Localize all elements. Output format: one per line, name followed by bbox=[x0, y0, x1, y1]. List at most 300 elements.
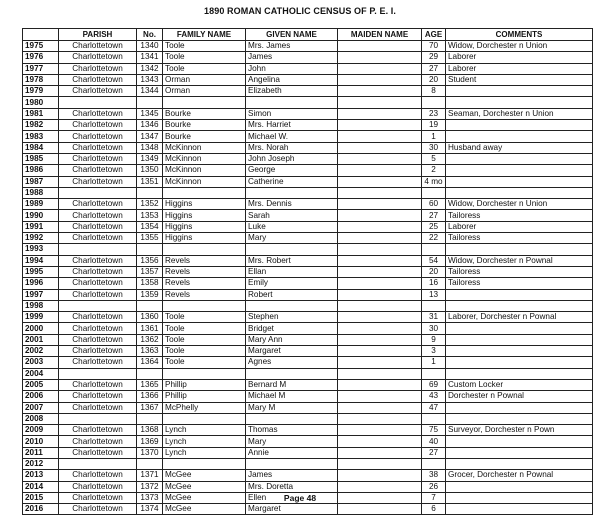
cell-given-name: John Joseph bbox=[246, 153, 338, 164]
cell-comments bbox=[446, 323, 593, 334]
table-row bbox=[23, 402, 593, 413]
cell-comments: Husband away bbox=[446, 142, 593, 153]
table-row bbox=[23, 210, 593, 221]
cell-row-number: 1993 bbox=[23, 244, 59, 255]
cell-row-number: 2007 bbox=[23, 402, 59, 413]
cell-age bbox=[422, 458, 446, 469]
cell-record-no: 1344 bbox=[137, 86, 163, 97]
cell-comments: Surveyor, Dorchester n Pown bbox=[446, 425, 593, 436]
cell-row-number: 1996 bbox=[23, 278, 59, 289]
cell-row-number: 2013 bbox=[23, 470, 59, 481]
cell-parish: Charlottetown bbox=[59, 165, 137, 176]
cell-parish: Charlottetown bbox=[59, 504, 137, 515]
cell-maiden-name bbox=[338, 458, 422, 469]
cell-parish: Charlottetown bbox=[59, 447, 137, 458]
cell-family-name: Bourke bbox=[163, 108, 246, 119]
page-title: 1890 ROMAN CATHOLIC CENSUS OF P. E. I. bbox=[204, 6, 396, 16]
cell-row-number: 1999 bbox=[23, 312, 59, 323]
cell-parish: Charlottetown bbox=[59, 221, 137, 232]
table-row bbox=[23, 346, 593, 357]
cell-comments bbox=[446, 481, 593, 492]
table-row bbox=[23, 153, 593, 164]
cell-given-name bbox=[246, 187, 338, 198]
cell-age bbox=[422, 368, 446, 379]
cell-record-no: 1356 bbox=[137, 255, 163, 266]
cell-age: 4 mo bbox=[422, 176, 446, 187]
cell-comments bbox=[446, 131, 593, 142]
cell-age: 27 bbox=[422, 447, 446, 458]
cell-comments bbox=[446, 165, 593, 176]
cell-age bbox=[422, 244, 446, 255]
cell-age: 70 bbox=[422, 41, 446, 52]
cell-row-number: 1981 bbox=[23, 108, 59, 119]
cell-comments: Student bbox=[446, 74, 593, 85]
table-row bbox=[23, 447, 593, 458]
cell-row-number: 1977 bbox=[23, 63, 59, 74]
cell-given-name bbox=[246, 368, 338, 379]
cell-row-number: 2009 bbox=[23, 425, 59, 436]
header-age: AGE bbox=[422, 29, 446, 41]
cell-given-name: Bridget bbox=[246, 323, 338, 334]
cell-maiden-name bbox=[338, 52, 422, 63]
cell-comments bbox=[446, 86, 593, 97]
cell-record-no: 1369 bbox=[137, 436, 163, 447]
cell-age: 23 bbox=[422, 108, 446, 119]
cell-record-no: 1350 bbox=[137, 165, 163, 176]
cell-age bbox=[422, 97, 446, 108]
cell-given-name bbox=[246, 97, 338, 108]
cell-age: 2 bbox=[422, 165, 446, 176]
header-no: No. bbox=[137, 29, 163, 41]
cell-row-number: 1988 bbox=[23, 187, 59, 198]
cell-maiden-name bbox=[338, 470, 422, 481]
cell-family-name: McPhelly bbox=[163, 402, 246, 413]
cell-family-name: McGee bbox=[163, 470, 246, 481]
cell-family-name: Toole bbox=[163, 41, 246, 52]
cell-age: 6 bbox=[422, 504, 446, 515]
cell-record-no: 1370 bbox=[137, 447, 163, 458]
cell-given-name: Ellan bbox=[246, 266, 338, 277]
cell-family-name bbox=[163, 458, 246, 469]
cell-row-number: 1984 bbox=[23, 142, 59, 153]
cell-age: 1 bbox=[422, 357, 446, 368]
cell-maiden-name bbox=[338, 379, 422, 390]
cell-age: 13 bbox=[422, 289, 446, 300]
cell-comments: Seaman, Dorchester n Union bbox=[446, 108, 593, 119]
cell-record-no bbox=[137, 187, 163, 198]
cell-parish: Charlottetown bbox=[59, 142, 137, 153]
cell-record-no: 1354 bbox=[137, 221, 163, 232]
cell-row-number: 2011 bbox=[23, 447, 59, 458]
cell-given-name: Robert bbox=[246, 289, 338, 300]
table-row bbox=[23, 458, 593, 469]
cell-parish: Charlottetown bbox=[59, 312, 137, 323]
table-row bbox=[23, 176, 593, 187]
table-row bbox=[23, 312, 593, 323]
cell-record-no: 1346 bbox=[137, 120, 163, 131]
cell-record-no: 1340 bbox=[137, 41, 163, 52]
cell-row-number: 1983 bbox=[23, 131, 59, 142]
cell-parish: Charlottetown bbox=[59, 278, 137, 289]
table-row bbox=[23, 142, 593, 153]
cell-age: 27 bbox=[422, 210, 446, 221]
cell-age bbox=[422, 187, 446, 198]
cell-row-number: 1980 bbox=[23, 97, 59, 108]
cell-maiden-name bbox=[338, 176, 422, 187]
cell-given-name: Elizabeth bbox=[246, 86, 338, 97]
table-row bbox=[23, 368, 593, 379]
cell-given-name: Thomas bbox=[246, 425, 338, 436]
cell-parish: Charlottetown bbox=[59, 334, 137, 345]
cell-age: 3 bbox=[422, 346, 446, 357]
cell-row-number: 1994 bbox=[23, 255, 59, 266]
cell-row-number: 1998 bbox=[23, 300, 59, 311]
cell-row-number: 2003 bbox=[23, 357, 59, 368]
table-row bbox=[23, 187, 593, 198]
cell-given-name: Luke bbox=[246, 221, 338, 232]
cell-record-no: 1351 bbox=[137, 176, 163, 187]
cell-parish: Charlottetown bbox=[59, 425, 137, 436]
cell-maiden-name bbox=[338, 368, 422, 379]
table-row bbox=[23, 120, 593, 131]
cell-parish: Charlottetown bbox=[59, 346, 137, 357]
cell-given-name: Mrs. Harriet bbox=[246, 120, 338, 131]
cell-parish bbox=[59, 187, 137, 198]
cell-maiden-name bbox=[338, 357, 422, 368]
cell-row-number: 2016 bbox=[23, 504, 59, 515]
cell-age: 75 bbox=[422, 425, 446, 436]
cell-parish: Charlottetown bbox=[59, 470, 137, 481]
cell-record-no: 1341 bbox=[137, 52, 163, 63]
cell-maiden-name bbox=[338, 323, 422, 334]
cell-comments bbox=[446, 244, 593, 255]
cell-row-number: 1995 bbox=[23, 266, 59, 277]
header-family-name: FAMILY NAME bbox=[163, 29, 246, 41]
cell-comments bbox=[446, 334, 593, 345]
cell-family-name: McKinnon bbox=[163, 176, 246, 187]
cell-maiden-name bbox=[338, 504, 422, 515]
table-row bbox=[23, 481, 593, 492]
cell-record-no: 1342 bbox=[137, 63, 163, 74]
cell-row-number: 1991 bbox=[23, 221, 59, 232]
table-row bbox=[23, 255, 593, 266]
cell-given-name: Simon bbox=[246, 108, 338, 119]
cell-row-number: 1986 bbox=[23, 165, 59, 176]
cell-record-no: 1371 bbox=[137, 470, 163, 481]
cell-age: 54 bbox=[422, 255, 446, 266]
cell-row-number: 2015 bbox=[23, 492, 59, 503]
cell-record-no bbox=[137, 368, 163, 379]
cell-parish: Charlottetown bbox=[59, 233, 137, 244]
cell-given-name: Mrs. James bbox=[246, 41, 338, 52]
cell-given-name: Bernard M bbox=[246, 379, 338, 390]
cell-given-name bbox=[246, 458, 338, 469]
header-maiden-name: MAIDEN NAME bbox=[338, 29, 422, 41]
cell-family-name bbox=[163, 97, 246, 108]
cell-given-name: James bbox=[246, 52, 338, 63]
cell-family-name: Revels bbox=[163, 289, 246, 300]
cell-comments bbox=[446, 346, 593, 357]
table-row bbox=[23, 86, 593, 97]
cell-comments: Grocer, Dorchester n Pownal bbox=[446, 470, 593, 481]
cell-comments: Custom Locker bbox=[446, 379, 593, 390]
cell-row-number: 1975 bbox=[23, 41, 59, 52]
cell-row-number: 1985 bbox=[23, 153, 59, 164]
cell-comments: Widow, Dorchester n Union bbox=[446, 41, 593, 52]
cell-parish: Charlottetown bbox=[59, 86, 137, 97]
cell-maiden-name bbox=[338, 74, 422, 85]
cell-comments bbox=[446, 504, 593, 515]
cell-given-name: Mrs. Doretta bbox=[246, 481, 338, 492]
cell-record-no: 1343 bbox=[137, 74, 163, 85]
cell-maiden-name bbox=[338, 142, 422, 153]
cell-age: 30 bbox=[422, 142, 446, 153]
cell-record-no bbox=[137, 413, 163, 424]
cell-maiden-name bbox=[338, 346, 422, 357]
cell-comments bbox=[446, 402, 593, 413]
table-row bbox=[23, 244, 593, 255]
cell-family-name: McKinnon bbox=[163, 165, 246, 176]
cell-given-name: Michael W. bbox=[246, 131, 338, 142]
cell-comments: Tailoress bbox=[446, 266, 593, 277]
cell-record-no: 1367 bbox=[137, 402, 163, 413]
cell-parish: Charlottetown bbox=[59, 379, 137, 390]
cell-age: 9 bbox=[422, 334, 446, 345]
cell-maiden-name bbox=[338, 402, 422, 413]
cell-record-no: 1359 bbox=[137, 289, 163, 300]
cell-maiden-name bbox=[338, 244, 422, 255]
cell-parish: Charlottetown bbox=[59, 436, 137, 447]
cell-family-name: Higgins bbox=[163, 233, 246, 244]
cell-age: 5 bbox=[422, 153, 446, 164]
cell-row-number: 2012 bbox=[23, 458, 59, 469]
table-row bbox=[23, 413, 593, 424]
cell-row-number: 1979 bbox=[23, 86, 59, 97]
cell-age: 25 bbox=[422, 221, 446, 232]
cell-maiden-name bbox=[338, 97, 422, 108]
cell-parish bbox=[59, 300, 137, 311]
cell-family-name: Revels bbox=[163, 266, 246, 277]
cell-family-name bbox=[163, 187, 246, 198]
cell-parish bbox=[59, 458, 137, 469]
cell-given-name: Emily bbox=[246, 278, 338, 289]
cell-record-no: 1347 bbox=[137, 131, 163, 142]
cell-record-no: 1373 bbox=[137, 492, 163, 503]
cell-row-number: 2004 bbox=[23, 368, 59, 379]
cell-age: 60 bbox=[422, 199, 446, 210]
cell-parish: Charlottetown bbox=[59, 357, 137, 368]
cell-family-name: Higgins bbox=[163, 221, 246, 232]
cell-age: 7 bbox=[422, 492, 446, 503]
cell-age: 16 bbox=[422, 278, 446, 289]
cell-row-number: 1997 bbox=[23, 289, 59, 300]
cell-comments bbox=[446, 289, 593, 300]
cell-parish bbox=[59, 244, 137, 255]
table-row bbox=[23, 74, 593, 85]
cell-comments: Widow, Dorchester n Pownal bbox=[446, 255, 593, 266]
cell-maiden-name bbox=[338, 108, 422, 119]
cell-given-name: James bbox=[246, 470, 338, 481]
cell-record-no bbox=[137, 244, 163, 255]
cell-given-name: Mary bbox=[246, 436, 338, 447]
table-row bbox=[23, 504, 593, 515]
cell-row-number: 2001 bbox=[23, 334, 59, 345]
cell-row-number: 2006 bbox=[23, 391, 59, 402]
cell-maiden-name bbox=[338, 165, 422, 176]
cell-family-name bbox=[163, 300, 246, 311]
cell-family-name: Toole bbox=[163, 312, 246, 323]
cell-family-name: McGee bbox=[163, 504, 246, 515]
cell-maiden-name bbox=[338, 63, 422, 74]
cell-age bbox=[422, 300, 446, 311]
cell-parish: Charlottetown bbox=[59, 391, 137, 402]
cell-given-name: Stephen bbox=[246, 312, 338, 323]
table-row bbox=[23, 289, 593, 300]
cell-maiden-name bbox=[338, 300, 422, 311]
cell-maiden-name bbox=[338, 187, 422, 198]
cell-age: 30 bbox=[422, 323, 446, 334]
cell-maiden-name bbox=[338, 86, 422, 97]
cell-family-name: Lynch bbox=[163, 425, 246, 436]
cell-maiden-name bbox=[338, 481, 422, 492]
cell-family-name: Higgins bbox=[163, 210, 246, 221]
cell-comments: Tailoress bbox=[446, 278, 593, 289]
cell-comments: Dorchester n Pownal bbox=[446, 391, 593, 402]
cell-parish: Charlottetown bbox=[59, 108, 137, 119]
cell-family-name bbox=[163, 244, 246, 255]
cell-record-no bbox=[137, 458, 163, 469]
cell-record-no: 1360 bbox=[137, 312, 163, 323]
cell-parish: Charlottetown bbox=[59, 323, 137, 334]
cell-comments bbox=[446, 447, 593, 458]
cell-maiden-name bbox=[338, 153, 422, 164]
cell-comments bbox=[446, 176, 593, 187]
cell-record-no: 1372 bbox=[137, 481, 163, 492]
cell-maiden-name bbox=[338, 221, 422, 232]
cell-comments: Widow, Dorchester n Union bbox=[446, 199, 593, 210]
cell-parish: Charlottetown bbox=[59, 199, 137, 210]
cell-given-name bbox=[246, 244, 338, 255]
cell-parish: Charlottetown bbox=[59, 492, 137, 503]
cell-maiden-name bbox=[338, 312, 422, 323]
cell-record-no: 1353 bbox=[137, 210, 163, 221]
cell-maiden-name bbox=[338, 131, 422, 142]
cell-comments bbox=[446, 436, 593, 447]
cell-record-no: 1345 bbox=[137, 108, 163, 119]
cell-row-number: 2014 bbox=[23, 481, 59, 492]
cell-record-no: 1362 bbox=[137, 334, 163, 345]
cell-parish: Charlottetown bbox=[59, 131, 137, 142]
cell-record-no: 1348 bbox=[137, 142, 163, 153]
cell-age: 20 bbox=[422, 74, 446, 85]
cell-age: 31 bbox=[422, 312, 446, 323]
table-row bbox=[23, 97, 593, 108]
cell-record-no bbox=[137, 97, 163, 108]
cell-family-name: Orman bbox=[163, 74, 246, 85]
cell-parish bbox=[59, 413, 137, 424]
cell-parish: Charlottetown bbox=[59, 266, 137, 277]
cell-family-name: Toole bbox=[163, 63, 246, 74]
cell-row-number: 1990 bbox=[23, 210, 59, 221]
cell-maiden-name bbox=[338, 199, 422, 210]
cell-given-name: Mary Ann bbox=[246, 334, 338, 345]
cell-record-no: 1363 bbox=[137, 346, 163, 357]
cell-family-name: Lynch bbox=[163, 447, 246, 458]
cell-family-name: Higgins bbox=[163, 199, 246, 210]
cell-row-number: 1982 bbox=[23, 120, 59, 131]
cell-record-no: 1368 bbox=[137, 425, 163, 436]
cell-comments: Tailoress bbox=[446, 233, 593, 244]
cell-family-name: Toole bbox=[163, 346, 246, 357]
header-parish: PARISH bbox=[59, 29, 137, 41]
cell-row-number: 2008 bbox=[23, 413, 59, 424]
header-given-name: GIVEN NAME bbox=[246, 29, 338, 41]
table-row bbox=[23, 391, 593, 402]
table-row bbox=[23, 278, 593, 289]
cell-age: 20 bbox=[422, 266, 446, 277]
table-row bbox=[23, 323, 593, 334]
cell-maiden-name bbox=[338, 210, 422, 221]
cell-maiden-name bbox=[338, 266, 422, 277]
cell-parish: Charlottetown bbox=[59, 176, 137, 187]
cell-family-name: McKinnon bbox=[163, 142, 246, 153]
cell-given-name bbox=[246, 413, 338, 424]
cell-parish: Charlottetown bbox=[59, 153, 137, 164]
cell-family-name: Toole bbox=[163, 323, 246, 334]
cell-record-no bbox=[137, 300, 163, 311]
cell-parish: Charlottetown bbox=[59, 120, 137, 131]
cell-given-name: Agnes bbox=[246, 357, 338, 368]
cell-given-name: John bbox=[246, 63, 338, 74]
cell-age: 19 bbox=[422, 120, 446, 131]
cell-parish: Charlottetown bbox=[59, 52, 137, 63]
cell-age: 43 bbox=[422, 391, 446, 402]
table-row bbox=[23, 357, 593, 368]
cell-family-name: Bourke bbox=[163, 131, 246, 142]
cell-parish: Charlottetown bbox=[59, 41, 137, 52]
cell-given-name: Mrs. Dennis bbox=[246, 199, 338, 210]
cell-parish: Charlottetown bbox=[59, 289, 137, 300]
table-row bbox=[23, 41, 593, 52]
cell-age: 26 bbox=[422, 481, 446, 492]
cell-row-number: 2005 bbox=[23, 379, 59, 390]
cell-comments: Laborer bbox=[446, 221, 593, 232]
cell-row-number: 1978 bbox=[23, 74, 59, 85]
table-row bbox=[23, 436, 593, 447]
table-row bbox=[23, 470, 593, 481]
cell-family-name: Revels bbox=[163, 255, 246, 266]
table-row bbox=[23, 108, 593, 119]
cell-comments bbox=[446, 120, 593, 131]
cell-maiden-name bbox=[338, 120, 422, 131]
cell-record-no: 1365 bbox=[137, 379, 163, 390]
cell-age bbox=[422, 413, 446, 424]
cell-maiden-name bbox=[338, 413, 422, 424]
cell-age: 47 bbox=[422, 402, 446, 413]
cell-family-name bbox=[163, 413, 246, 424]
cell-age: 27 bbox=[422, 63, 446, 74]
cell-age: 29 bbox=[422, 52, 446, 63]
cell-maiden-name bbox=[338, 447, 422, 458]
cell-age: 69 bbox=[422, 379, 446, 390]
cell-given-name: Angelina bbox=[246, 74, 338, 85]
cell-family-name: Orman bbox=[163, 86, 246, 97]
cell-maiden-name bbox=[338, 289, 422, 300]
table-row bbox=[23, 63, 593, 74]
cell-family-name: McKinnon bbox=[163, 153, 246, 164]
cell-parish: Charlottetown bbox=[59, 402, 137, 413]
cell-record-no: 1358 bbox=[137, 278, 163, 289]
